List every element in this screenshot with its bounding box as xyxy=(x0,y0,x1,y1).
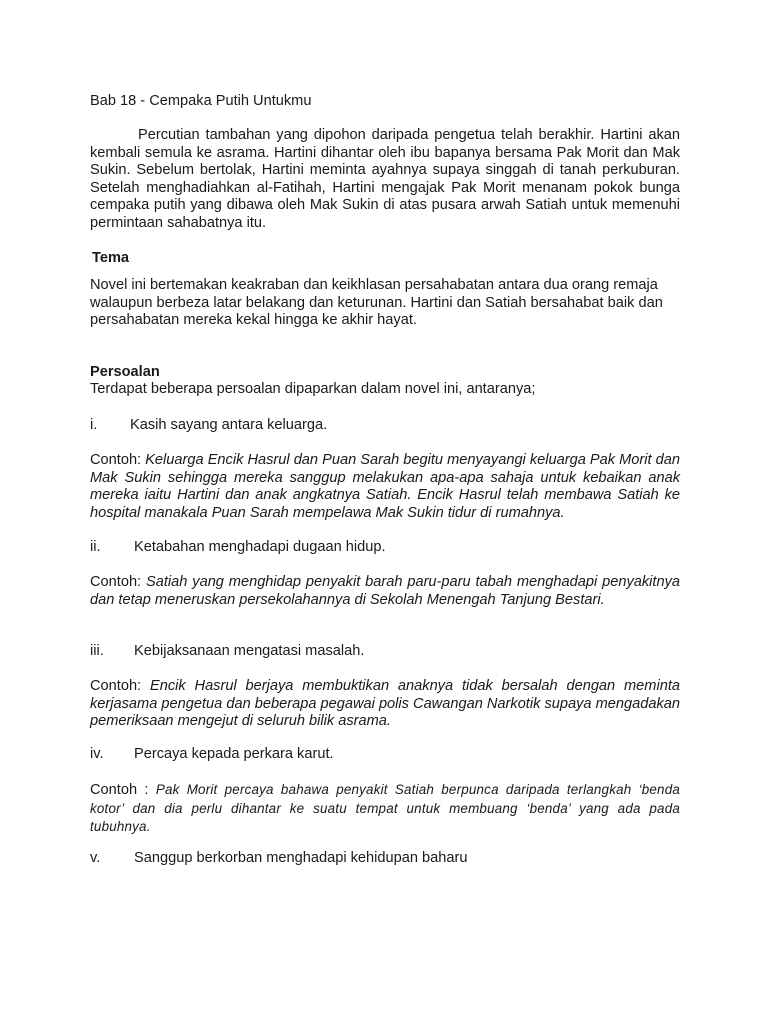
tema-paragraph: Novel ini bertemakan keakraban dan keikhlasan persahabatan antara dua orang remaja walaupun berbeza latar belakang dan keturunan. Hartini dan Satiah bersahabat baik dan persahabatan mereka kekal hingga ke akhir hayat. xyxy=(90,277,663,329)
item-number: i. xyxy=(90,417,98,433)
persoalan-item-1 xyxy=(90,417,680,435)
item-number: ii. xyxy=(90,539,101,555)
item-title: Percaya kepada perkara karut. xyxy=(134,746,334,762)
example-text: Encik Hasrul berjaya membuktikan anaknya tidak bersalah dengan meminta kerjasama pengetua dan beberapa pegawai polis Cawangan Narkotik supaya mengadakan pemeriksaan mengejut di seluruh bilik asrama. xyxy=(90,678,680,730)
example-text: Satiah yang menghidap penyakit barah paru-paru tabah menghadapi penyakitnya dan tetap meneruskan persekolahannya di Sekolah Menengah Tanjung Bestari. xyxy=(90,574,680,608)
item-title: Kebijaksanaan mengatasi masalah. xyxy=(134,643,365,659)
example-label: Contoh: xyxy=(90,452,142,468)
persoalan-item-2 xyxy=(90,539,680,557)
persoalan-example-3 xyxy=(90,678,680,731)
item-title: Ketabahan menghadapi dugaan hidup. xyxy=(134,539,386,555)
chapter-title: Bab 18 - Cempaka Putih Untukmu xyxy=(90,93,312,109)
item-number: v. xyxy=(90,850,101,866)
example-label: Contoh : xyxy=(90,782,149,798)
item-title: Kasih sayang antara keluarga. xyxy=(130,417,328,433)
persoalan-item-5 xyxy=(90,850,680,868)
item-number: iv. xyxy=(90,746,104,762)
persoalan-intro: Terdapat beberapa persoalan dipaparkan dalam novel ini, antaranya; xyxy=(90,381,536,397)
persoalan-heading: Persoalan xyxy=(90,364,160,380)
persoalan-item-3 xyxy=(90,643,680,661)
example-text: Pak Morit percaya bahawa penyakit Satiah berpunca daripada terlangkah ‘benda kotor’ dan dia perlu dihantar ke suatu tempat untuk membuang ‘benda’ yang ada pada tubuhnya. xyxy=(90,782,680,835)
persoalan-example-4 xyxy=(90,781,680,837)
persoalan-example-1 xyxy=(90,452,680,522)
item-number: iii. xyxy=(90,643,104,659)
synopsis-paragraph: Percutian tambahan yang dipohon daripada pengetua telah berakhir. Hartini akan kembali semula ke asrama. Hartini dihantar oleh ibu bapanya bersama Pak Morit dan Mak Sukin. Sebelum bertolak, Hartini meminta ayahnya supaya singgah di tanah perkuburan. Setelah menghadiahkan al-Fatihah, Hartini mengajak Pak Morit menanam pokok bunga cempaka putih yang dibawa oleh Mak Sukin di atas pusara arwah Satiah untuk memenuhi permintaan sahabatnya itu. xyxy=(90,127,680,231)
example-text: Keluarga Encik Hasrul dan Puan Sarah begitu menyayangi keluarga Pak Morit dan Mak Sukin sehingga mereka sanggup melakukan apa-apa sahaja untuk kebaikan anak mereka iaitu Hartini dan anak angkatnya Satiah. Encik Hasrul telah membawa Satiah ke hospital manakala Puan Sarah mempelawa Mak Sukin tidur di rumahnya. xyxy=(90,452,680,521)
persoalan-example-2 xyxy=(90,574,680,609)
example-label: Contoh: xyxy=(90,678,142,694)
item-title: Sanggup berkorban menghadapi kehidupan baharu xyxy=(134,850,468,866)
tema-heading: Tema xyxy=(92,250,130,266)
persoalan-item-4 xyxy=(90,746,680,764)
example-label: Contoh: xyxy=(90,574,142,590)
